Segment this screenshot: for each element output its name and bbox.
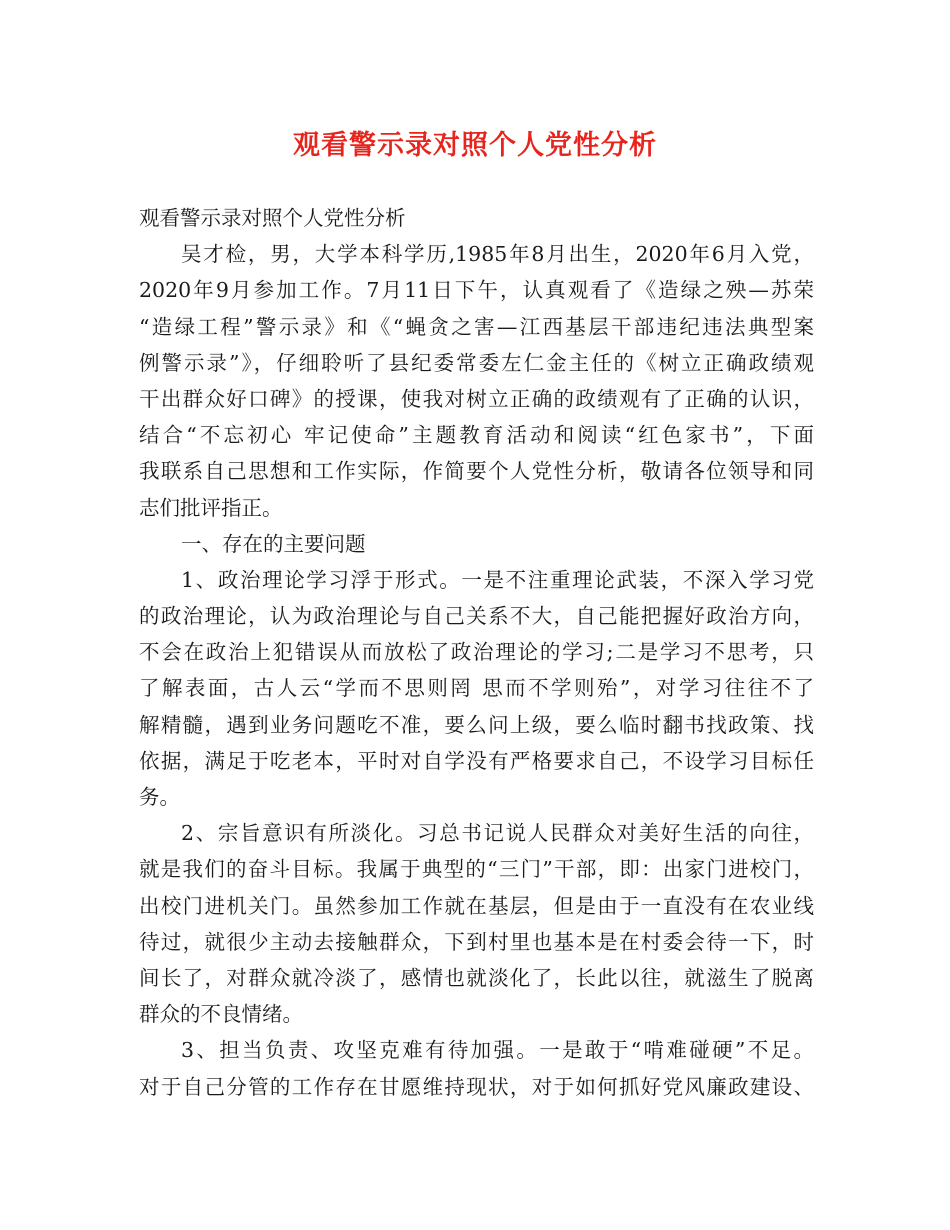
text-line: 例警示录”》，仔细聆听了县纪委常委左仁金主任的《树立正确政绩观 (139, 350, 814, 375)
text-line: 出校门进机关门。虽然参加工作就在基层，但是由于一直没有在农业线 (139, 893, 814, 918)
text-line: 务。 (139, 785, 180, 809)
text-line: 间长了，对群众就冷淡了，感情也就淡化了，长此以往，就滋生了脱离 (139, 965, 814, 990)
text-line: 2、宗旨意识有所淡化。习总书记说人民群众对美好生活的向往， (181, 821, 814, 846)
text-line: 待过，就很少主动去接触群众，下到村里也基本是在村委会待一下，时 (139, 929, 814, 954)
document-title: 观看警示录对照个人党性分析 (293, 130, 657, 161)
section-heading: 一、存在的主要问题 (181, 531, 366, 556)
text-line: 就是我们的奋斗目标。我属于典型的“三门”干部，即：出家门进校门， (139, 857, 814, 882)
text-line: 解精髓，遇到业务问题吃不准，要么问上级，要么临时翻书找政策、找 (139, 712, 814, 737)
text-line: 志们批评指正。 (139, 495, 283, 520)
text-line: 1、政治理论学习浮于形式。一是不注重理论武装，不深入学习党 (181, 567, 814, 592)
text-line: 的政治理论，认为政治理论与自己关系不大，自己能把握好政治方向， (139, 604, 814, 629)
text-line: 不会在政治上犯错误从而放松了政治理论的学习;二是学习不思考，只 (139, 640, 814, 665)
text-line: “造绿工程”警示录》和《“蝇贪之害—江西基层干部违纪违法典型案 (139, 314, 814, 339)
text-line: 干出群众好口碑》的授课，使我对树立正确的政绩观有了正确的认识， (139, 386, 814, 411)
text-line: 依据，满足于吃老本，平时对自学没有严格要求自己，不设学习目标任 (139, 748, 814, 773)
text-line: 2020年9月参加工作。7月11日下午，认真观看了《造绿之殃—苏荣 (139, 278, 814, 303)
text-line: 对于自己分管的工作存在甘愿维持现状，对于如何抓好党风廉政建设、 (139, 1074, 814, 1099)
text-line: 吴才检，男，大学本科学历,1985年8月出生，2020年6月入党， (181, 242, 814, 267)
text-line: 3、担当负责、攻坚克难有待加强。一是敢于“啃难碰硬”不足。 (181, 1038, 814, 1063)
text-line: 结合“不忘初心 牢记使命”主题教育活动和阅读“红色家书”，下面 (139, 423, 814, 448)
text-line: 我联系自己思想和工作实际，作简要个人党性分析，敬请各位领导和同 (139, 459, 814, 484)
document-body (139, 200, 814, 1105)
text-line: 观看警示录对照个人党性分析 (139, 206, 406, 230)
text-line: 了解表面，古人云“学而不思则罔 思而不学则殆”，对学习往往不了 (139, 676, 814, 701)
text-line: 群众的不良情绪。 (139, 1002, 303, 1027)
